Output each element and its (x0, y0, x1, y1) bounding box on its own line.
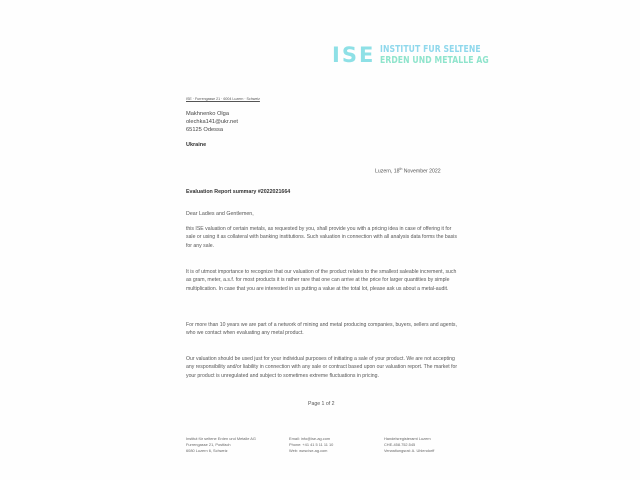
letter-subject: Evaluation Report summary #2022021664 (186, 189, 291, 195)
paragraph: this ISE valuation of certain metals, as requested by you, shall provide you with a pricing idea in case of offering it for sale or using it as collateral with banking institutions. Such valuation in connection with all analysis data forms the basis for any sale. (186, 226, 457, 249)
ise-logo-mark: ISE (332, 42, 376, 67)
logo-text (380, 44, 489, 66)
footer-address (186, 436, 256, 455)
recipient-city: 65125 Odessa (186, 127, 223, 134)
salutation: Dear Ladies and Gentlemen, (186, 211, 254, 217)
recipient-country: Ukraine (186, 142, 207, 148)
footer-contact (289, 436, 333, 455)
logo-line-2: ERDEN UND METALLE AG (380, 55, 490, 66)
paragraph: Our valuation should be used just for your individual purposes of initiating a sale of your product. We are not accepting any responsibility and/or liability in connection with any sale or contract based upon our valuation report. The market for your product is unregulated and subject to sometimes extreme fluctuations in pricing. (186, 356, 458, 379)
footer-line: Institut für seltene Erden und Metalle AG (186, 436, 256, 441)
footer-line: 6080 Luzern 6, Schweiz (186, 448, 228, 454)
sender-line: ISE · Furrengasse 21 · 6004 Luzern · Schweiz (186, 97, 260, 101)
recipient-block (186, 110, 238, 135)
logo-line-1: INSTITUT FÜR SELTENE (380, 44, 481, 55)
company-logo (332, 44, 513, 66)
page-number: Page 1 of 2 (308, 401, 335, 407)
footer-web: Web: www.ise-ag.com (289, 448, 328, 454)
footer-phone: Phone: +41 41 5 11 11 10 (289, 442, 334, 448)
date-suffix: th (399, 167, 403, 171)
letter-date (375, 166, 441, 176)
paragraph: For more than 10 years we are part of a network of mining and metal producing companies, buyers, sellers and agents, who we contact when evaluating any metal product. (186, 322, 457, 337)
recipient-email: olechka141@ukr.net (186, 119, 238, 126)
footer-email: Email: info@ise-ag.com (289, 436, 331, 441)
footer-line: CHE-458.752.545 (384, 442, 416, 448)
footer-line: Handelsregisteramt Luzern (384, 436, 431, 441)
paragraph: It is of utmost importance to recognize that our valuation of the product relates to the smallest saleable increment, such as gram, meter, a.s.f. for most products it is rather rare that one can arrive at the price for larger quantities by simple multiplication. In case that you are interested in us putting a value at the total lot, please ask us about a metal-audit. (186, 269, 457, 292)
footer-line: Furrengasse 21, Postfach (186, 442, 231, 448)
footer-registry (384, 436, 434, 455)
date-prefix: Luzern, 18 (375, 168, 400, 175)
footer-line: Verwaltungsrat: A. Uhlendorff (384, 448, 435, 454)
date-rest: November 2022 (402, 168, 441, 175)
recipient-name: Makhnenko Olga (186, 111, 229, 117)
